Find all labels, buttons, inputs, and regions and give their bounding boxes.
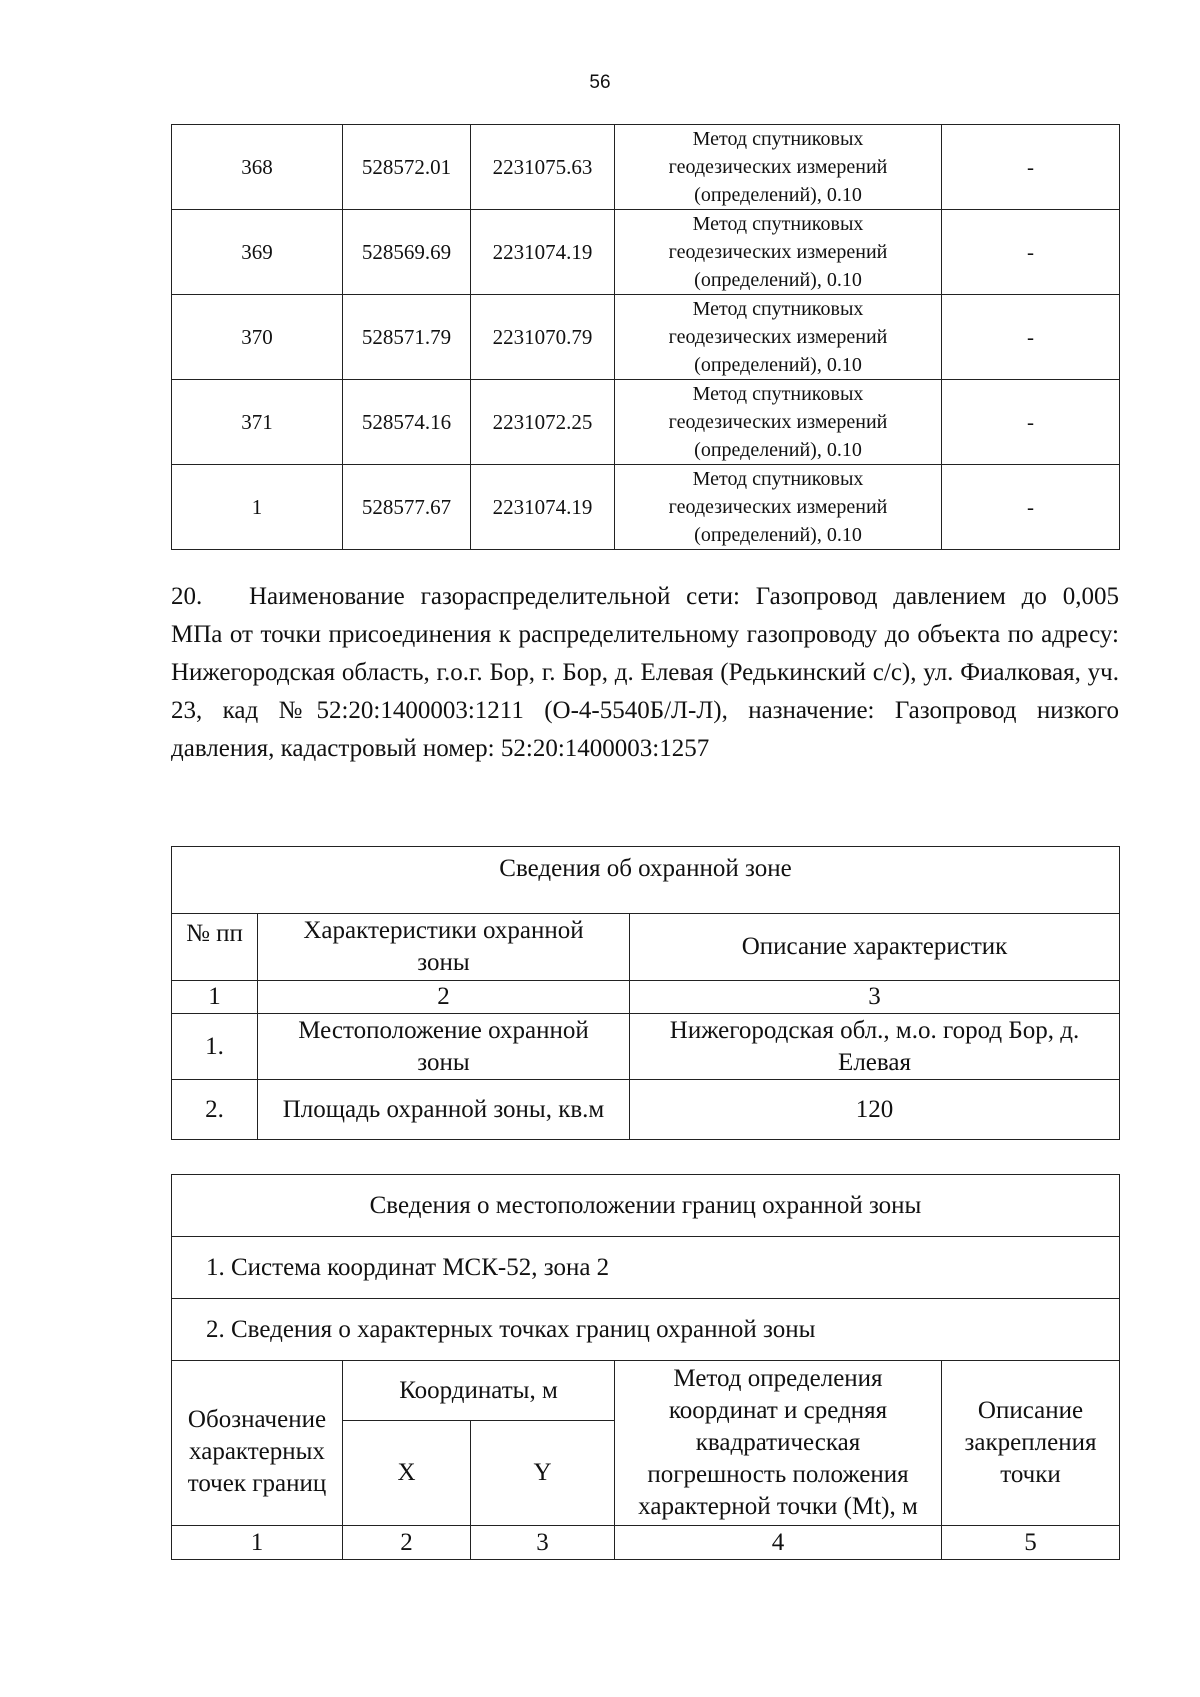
- table-row: [172, 465, 1120, 550]
- zone-row-description: [630, 1014, 1120, 1080]
- method-line-3: (определений), 0.10: [694, 354, 862, 376]
- header-point-line2: характерных: [189, 1438, 325, 1465]
- header-method-line4: погрешность положения: [647, 1461, 909, 1488]
- point-number-cell: 370: [172, 295, 343, 380]
- bounds-index-3: 3: [471, 1526, 615, 1560]
- header-point-line1: Обозначение: [187, 1406, 327, 1433]
- zone-boundaries-table: [171, 1174, 1120, 1560]
- zone-row-description: 120: [630, 1080, 1120, 1140]
- header-point-designation: [172, 1361, 343, 1526]
- fixing-description-cell: -: [942, 380, 1120, 465]
- header-coordinates: Координаты, м: [343, 1361, 615, 1421]
- zone-row-desc-line1: Нижегородская обл., м.о. город Бор, д.: [669, 1016, 1080, 1044]
- fixing-description-cell: -: [942, 465, 1120, 550]
- method-cell: [615, 210, 942, 295]
- method-line-1: Метод спутниковых: [692, 128, 864, 150]
- coordinates-table-continued: [171, 124, 1120, 550]
- zone-row-char-line1: Местоположение охранной: [298, 1016, 589, 1044]
- point-number-cell: 371: [172, 380, 343, 465]
- table-row: [172, 380, 1120, 465]
- zone-row-number: 2.: [172, 1080, 258, 1140]
- bounds-index-5: 5: [942, 1526, 1120, 1560]
- points-section-title: 2. Сведения о характерных точках границ охранной зоны: [172, 1299, 1120, 1361]
- zone-row-char-line2: зоны: [417, 1048, 470, 1076]
- header-x: X: [343, 1421, 471, 1526]
- paragraph-text: Наименование газораспределительной сети: Газопровод давлением до 0,005 МПа от точки присоединения к распределительному газопроводу до объекта по адресу: Нижегородская область, г.о.г. Бор, г. Бор, д. Елевая (Редькинский с/с), ул. Фиалковая, уч. 23, кад №52:20:1400003:1211 (О-4-5540Б/Л-Л), назначение: Газопровод низкого давления, кадастровый номер: 52:20:1400003:1257: [171, 583, 1119, 762]
- bounds-index-2: 2: [343, 1526, 471, 1560]
- point-number-cell: 369: [172, 210, 343, 295]
- header-method-line1: Метод определения: [673, 1365, 883, 1392]
- y-coordinate-cell: 2231070.79: [471, 295, 615, 380]
- method-line-1: Метод спутниковых: [692, 298, 864, 320]
- y-coordinate-cell: 2231075.63: [471, 125, 615, 210]
- x-coordinate-cell: 528574.16: [343, 380, 471, 465]
- method-line-3: (определений), 0.10: [694, 184, 862, 206]
- x-coordinate-cell: 528572.01: [343, 125, 471, 210]
- fixing-description-cell: -: [942, 125, 1120, 210]
- x-coordinate-cell: 528571.79: [343, 295, 471, 380]
- method-cell: [615, 295, 942, 380]
- y-coordinate-cell: 2231074.19: [471, 465, 615, 550]
- method-line-1: Метод спутниковых: [692, 383, 864, 405]
- y-coordinate-cell: 2231072.25: [471, 380, 615, 465]
- method-cell: [615, 465, 942, 550]
- header-fix-line2: закрепления: [964, 1429, 1097, 1456]
- coordinate-system: 1. Система координат МСК-52, зона 2: [172, 1237, 1120, 1299]
- x-coordinate-cell: 528577.67: [343, 465, 471, 550]
- zone-row-desc-line2: Елевая: [838, 1048, 911, 1076]
- header-fixing: [942, 1361, 1120, 1526]
- paragraph-number: 20.: [171, 583, 203, 610]
- header-fix-line3: точки: [1000, 1461, 1061, 1488]
- header-method: [615, 1361, 942, 1526]
- page-number: 56: [589, 72, 611, 93]
- header-y: Y: [471, 1421, 615, 1526]
- point-number-cell: 368: [172, 125, 343, 210]
- zone-char-header-line1: Характеристики охранной: [303, 917, 584, 944]
- header-method-line5: характерной точки (Mt), м: [638, 1493, 918, 1520]
- zone-row-number: 1.: [172, 1014, 258, 1080]
- method-line-2: геодезических измерений: [668, 326, 888, 348]
- point-number-cell: 1: [172, 465, 343, 550]
- bounds-index-1: 1: [172, 1526, 343, 1560]
- header-fix-line1: Описание: [977, 1397, 1084, 1424]
- zone-row-characteristic: [258, 1014, 630, 1080]
- protection-zone-info-table: [171, 846, 1120, 1140]
- method-line-2: геодезических измерений: [668, 411, 888, 433]
- table-row: [172, 125, 1120, 210]
- zone-row-characteristic: Площадь охранной зоны, кв.м: [258, 1080, 630, 1140]
- method-line-1: Метод спутниковых: [692, 468, 864, 490]
- fixing-description-cell: -: [942, 210, 1120, 295]
- table-row: [172, 295, 1120, 380]
- method-line-3: (определений), 0.10: [694, 524, 862, 546]
- method-line-1: Метод спутниковых: [692, 213, 864, 235]
- zone-index-3: 3: [630, 981, 1120, 1014]
- section-paragraph-20: [171, 578, 1119, 768]
- method-cell: [615, 125, 942, 210]
- zone-index-1: 1: [172, 981, 258, 1014]
- zone-char-header-line2: зоны: [417, 949, 470, 976]
- method-cell: [615, 380, 942, 465]
- method-line-2: геодезических измерений: [668, 496, 888, 518]
- bounds-table-title: Сведения о местоположении границ охранной зоны: [172, 1175, 1120, 1237]
- y-coordinate-cell: 2231074.19: [471, 210, 615, 295]
- header-method-line3: квадратическая: [695, 1429, 861, 1456]
- zone-col-number-header: № пп: [172, 914, 258, 981]
- method-line-3: (определений), 0.10: [694, 439, 862, 461]
- fixing-description-cell: -: [942, 295, 1120, 380]
- bounds-index-4: 4: [615, 1526, 942, 1560]
- zone-table-title: Сведения об охранной зоне: [172, 847, 1120, 914]
- zone-col-characteristic-header: [258, 914, 630, 981]
- zone-index-2: 2: [258, 981, 630, 1014]
- x-coordinate-cell: 528569.69: [343, 210, 471, 295]
- header-point-line3: точек границ: [187, 1470, 327, 1497]
- header-method-line2: координат и средняя: [668, 1397, 888, 1424]
- method-line-2: геодезических измерений: [668, 241, 888, 263]
- zone-col-description-header: Описание характеристик: [630, 914, 1120, 981]
- method-line-3: (определений), 0.10: [694, 269, 862, 291]
- method-line-2: геодезических измерений: [668, 156, 888, 178]
- table-row: [172, 210, 1120, 295]
